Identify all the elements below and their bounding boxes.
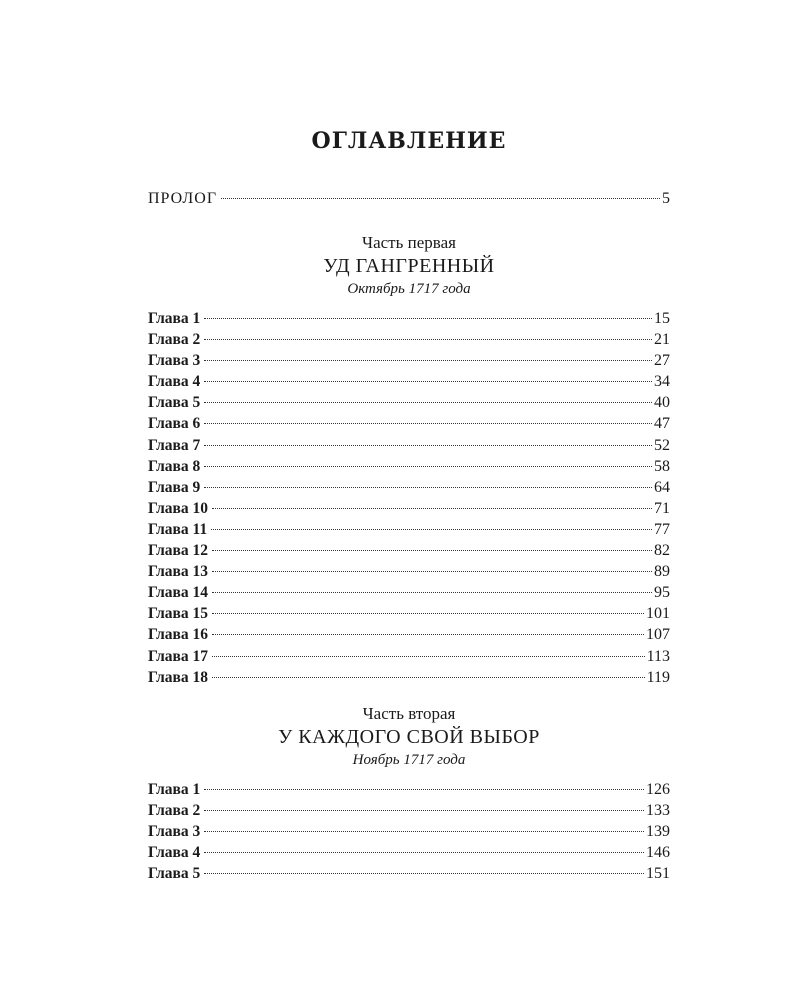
entry-label: Глава 4 [148,373,201,391]
entry-page-number: 126 [646,781,670,798]
dot-leader [204,487,652,488]
toc-entry[interactable] [148,352,670,373]
dot-leader [212,656,645,657]
entry-label: Глава 8 [148,457,201,475]
dot-leader [212,592,652,593]
toc-entry[interactable] [148,802,670,823]
toc-entry[interactable] [148,605,670,626]
toc-entry[interactable] [148,648,670,669]
entry-page-number: 27 [654,352,670,370]
entry-page-number: 47 [654,415,670,433]
toc-entry[interactable] [148,823,670,844]
entry-page-number: 95 [654,584,670,602]
toc-entry[interactable] [148,542,670,563]
entry-page-number: 133 [646,802,670,820]
toc-entry[interactable] [148,373,670,394]
entry-label: ПРОЛОГ [148,190,218,207]
toc-entry[interactable] [148,521,670,542]
chapter-list [148,781,670,886]
entry-page-number: 146 [646,844,670,862]
entry-page-number: 139 [646,823,670,841]
toc-part-two [148,703,670,886]
dot-leader [212,613,644,614]
entry-label: Глава 9 [148,478,201,496]
entry-page-number: 34 [654,373,670,391]
entry-page-number: 101 [646,605,670,623]
toc-entry[interactable] [148,781,670,802]
entry-label: Глава 3 [148,823,201,841]
entry-page-number: 107 [646,626,670,644]
entry-label: Глава 17 [148,647,209,665]
entry-label: Глава 4 [148,844,201,862]
dot-leader [204,831,644,832]
toc-entry[interactable] [148,584,670,605]
toc-entry[interactable] [148,844,670,865]
toc-entry[interactable] [148,458,670,479]
part-heading [148,703,670,771]
dot-leader [221,198,660,199]
entry-label: Глава 6 [148,415,201,433]
dot-leader [204,423,652,424]
toc-part-one [148,232,670,690]
toc-entry[interactable] [148,865,670,886]
dot-leader [204,810,644,811]
toc-entry-prologue[interactable] [148,190,670,212]
entry-page-number: 52 [654,436,670,454]
dot-leader [204,381,652,382]
entry-page-number: 89 [654,563,670,581]
entry-page-number: 77 [654,520,670,538]
entry-page-number: 21 [654,331,670,349]
dot-leader [204,339,652,340]
dot-leader [212,571,652,572]
chapter-list [148,310,670,690]
toc-entry[interactable] [148,310,670,331]
dot-leader [212,677,645,678]
entry-page-number: 5 [662,190,670,207]
entry-label: Глава 1 [148,781,201,798]
toc-entry[interactable] [148,626,670,647]
part-name: УД ГАНГРЕННЫЙ [323,255,495,277]
entry-label: Глава 3 [148,352,201,370]
toc-entry[interactable] [148,479,670,500]
toc-entry[interactable] [148,500,670,521]
entry-page-number: 40 [654,394,670,412]
entry-label: Глава 11 [148,520,208,538]
entry-label: Глава 7 [148,436,201,454]
entry-page-number: 113 [646,647,670,665]
toc-prologue [148,190,670,212]
dot-leader [204,466,652,467]
dot-leader [204,360,652,361]
dot-leader [204,789,644,790]
toc-entry[interactable] [148,563,670,584]
toc-entry[interactable] [148,437,670,458]
toc-entry[interactable] [148,669,670,690]
dot-leader [212,508,652,509]
dot-leader [212,634,644,635]
entry-label: Глава 15 [148,605,209,623]
dot-leader [211,529,652,530]
entry-label: Глава 16 [148,626,209,644]
entry-page-number: 58 [654,457,670,475]
entry-label: Глава 10 [148,499,209,517]
entry-page-number: 64 [654,478,670,496]
entry-label: Глава 1 [148,310,201,327]
entry-label: Глава 2 [148,802,201,820]
toc-entry[interactable] [148,415,670,436]
toc-entry[interactable] [148,394,670,415]
entry-page-number: 119 [646,668,670,686]
entry-page-number: 151 [646,865,670,883]
toc-title: ОГЛАВЛЕНИЕ [311,128,507,154]
entry-page-number: 82 [654,542,670,560]
entry-page-number: 15 [654,310,670,327]
part-label: Часть первая [362,233,456,252]
dot-leader [212,550,652,551]
entry-label: Глава 18 [148,668,209,686]
part-label: Часть вторая [362,704,456,723]
entry-label: Глава 12 [148,542,209,560]
dot-leader [204,852,644,853]
dot-leader [204,402,652,403]
part-date: Октябрь 1717 года [347,281,471,297]
dot-leader [204,873,644,874]
toc-entry[interactable] [148,331,670,352]
dot-leader [204,445,652,446]
entry-label: Глава 5 [148,865,201,883]
entry-page-number: 71 [654,499,670,517]
entry-label: Глава 13 [148,563,209,581]
part-heading [148,232,670,300]
entry-label: Глава 14 [148,584,209,602]
entry-label: Глава 2 [148,331,201,349]
part-date: Ноябрь 1717 года [352,752,466,768]
entry-label: Глава 5 [148,394,201,412]
part-name: У КАЖДОГО СВОЙ ВЫБОР [278,726,540,748]
dot-leader [204,318,652,319]
toc-page [148,0,670,1000]
